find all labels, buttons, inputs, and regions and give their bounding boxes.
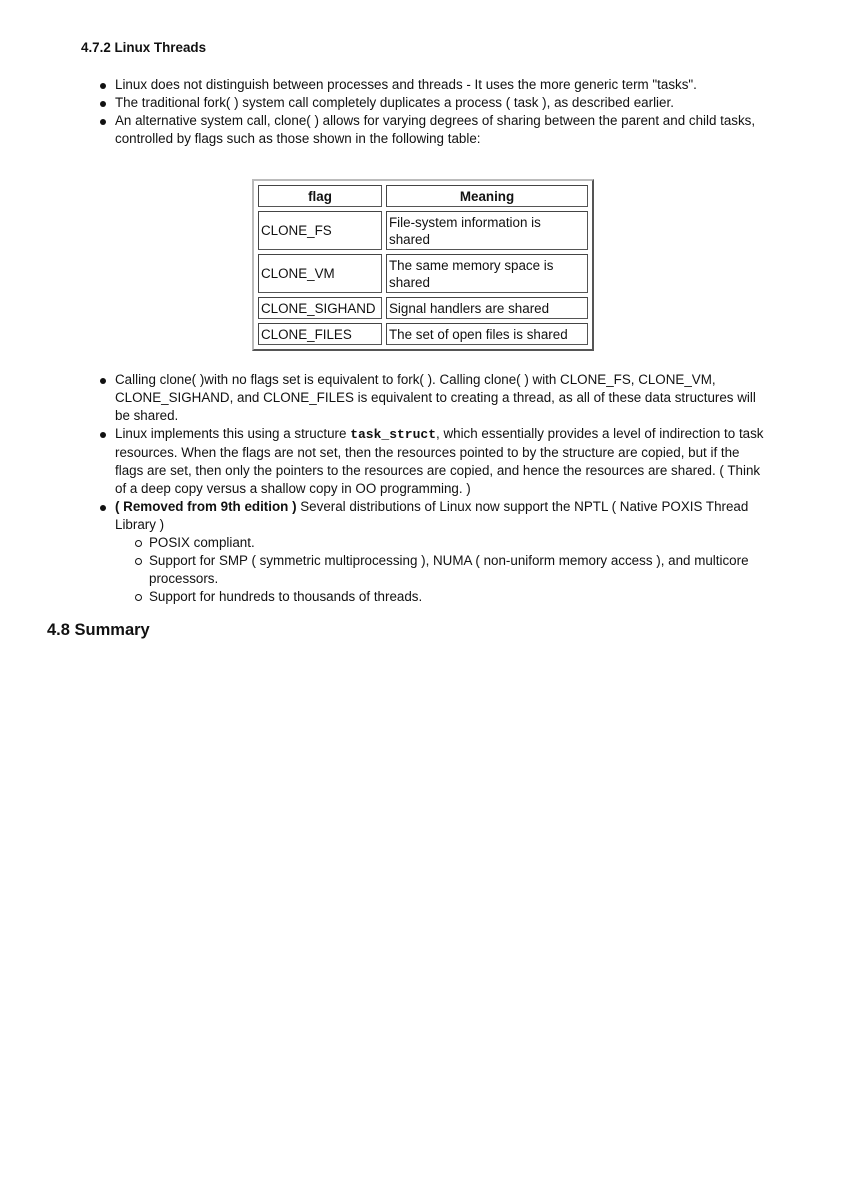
sub-list bbox=[115, 534, 771, 606]
table-row bbox=[258, 211, 588, 250]
table-row bbox=[258, 323, 588, 345]
list-item: Calling clone( )with no flags set is equivalent to fork( ). Calling clone( ) with CLONE_FS, CLONE_VM, CLONE_SIGHAND, and CLONE_FILES is equivalent to creating a thread, as all of these data structures will be shared. bbox=[81, 371, 771, 425]
meaning-cell: File-system information is shared bbox=[386, 211, 588, 250]
clone-flags-table bbox=[252, 179, 594, 351]
list-item: Linux does not distinguish between processes and threads - It uses the more generic term "tasks". bbox=[81, 76, 771, 94]
meaning-cell: The set of open files is shared bbox=[386, 323, 588, 345]
list-item-text: Several distributions of Linux now support the NPTL ( Native POXIS Thread Library ) bbox=[115, 499, 749, 532]
list-item-text: Linux implements this using a structure bbox=[115, 426, 351, 441]
sub-list-item: POSIX compliant. bbox=[115, 534, 771, 552]
list-item-text: , which essentially provides a level of indirection to task resources. When the flags are not set, then the resources pointed to by the structure are copied, but if the flags are set, then only the pointers to the resources are copied, and hence the resources are shared. ( Think of a deep copy versus a shallow copy in OO programming. ) bbox=[115, 426, 764, 496]
flag-cell: CLONE_FILES bbox=[258, 323, 382, 345]
bullet-list-top bbox=[81, 76, 771, 148]
table-row bbox=[258, 297, 588, 319]
meaning-cell: Signal handlers are shared bbox=[386, 297, 588, 319]
sub-list-item: Support for hundreds to thousands of threads. bbox=[115, 588, 771, 606]
flag-cell: CLONE_FS bbox=[258, 211, 382, 250]
column-header-flag: flag bbox=[258, 185, 382, 207]
section-heading: 4.7.2 Linux Threads bbox=[81, 40, 207, 55]
column-header-meaning: Meaning bbox=[386, 185, 588, 207]
code-task-struct: task_struct bbox=[350, 427, 437, 442]
sub-list-item: Support for SMP ( symmetric multiprocessing ), NUMA ( non-uniform memory access ), and multicore processors. bbox=[115, 552, 771, 588]
list-item: The traditional fork( ) system call completely duplicates a process ( task ), as described earlier. bbox=[81, 94, 771, 112]
table-header-row bbox=[258, 185, 588, 207]
table-row bbox=[258, 254, 588, 293]
list-item bbox=[81, 425, 771, 498]
removed-note: ( Removed from 9th edition ) bbox=[115, 499, 297, 514]
list-item bbox=[81, 498, 771, 606]
meaning-cell: The same memory space is shared bbox=[386, 254, 588, 293]
bullet-list-bottom bbox=[81, 371, 771, 606]
flag-cell: CLONE_VM bbox=[258, 254, 382, 293]
summary-heading: 4.8 Summary bbox=[47, 621, 150, 639]
list-item: An alternative system call, clone( ) allows for varying degrees of sharing between the parent and child tasks, controlled by flags such as those shown in the following table: bbox=[81, 112, 771, 148]
flag-cell: CLONE_SIGHAND bbox=[258, 297, 382, 319]
